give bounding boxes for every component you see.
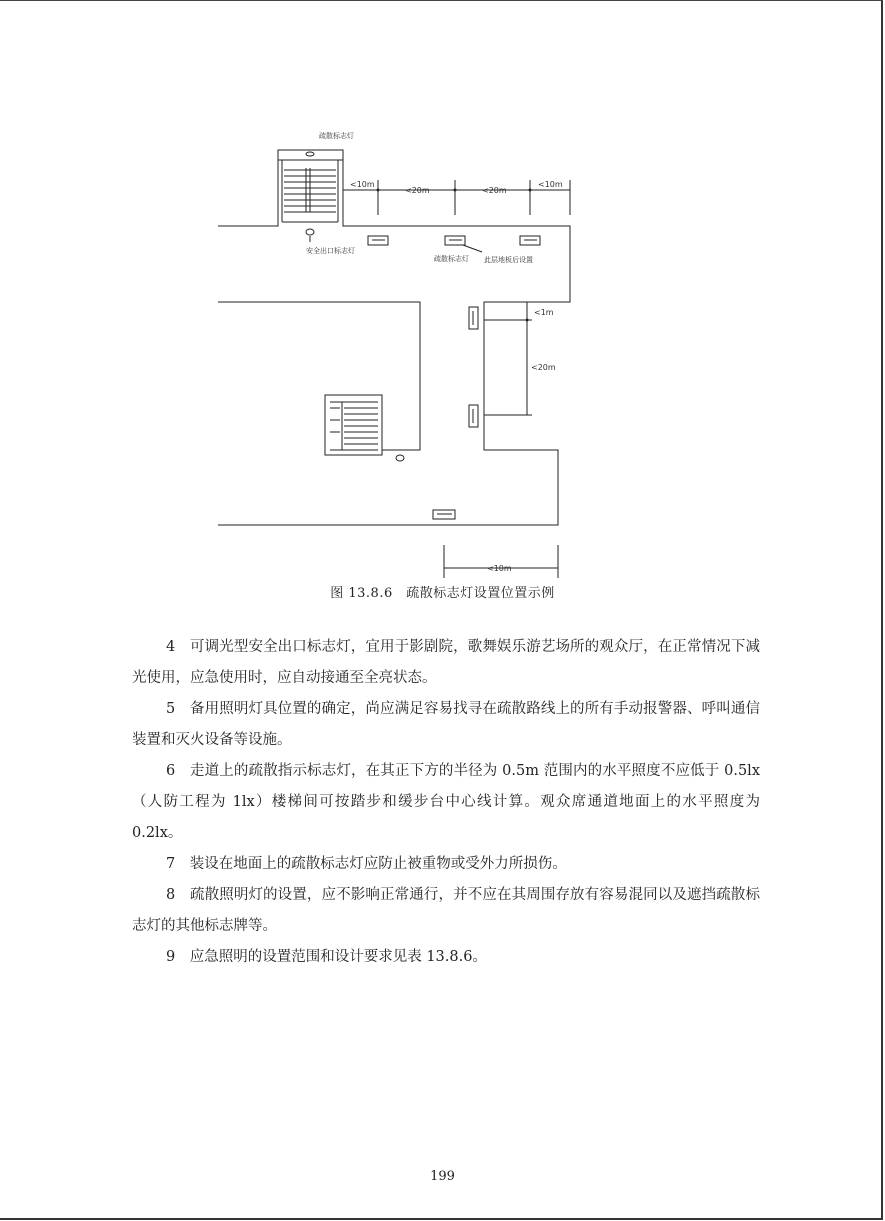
evac-sign-horizontal <box>368 236 540 519</box>
paragraph-6: 6 走道上的疏散指示标志灯，在其正下方的半径为 0.5m 范围内的水平照度不应低于 0.5lx（人防工程为 1lx）楼梯间可按踏步和缓步台中心线计算。观众席通道地面上的水平照度为 0.2lx。 <box>132 763 760 841</box>
stair-bottom <box>325 395 382 455</box>
label-evac-sign-mid: 疏散标志灯 <box>434 255 469 263</box>
corridor-wall-outer <box>218 150 570 525</box>
paragraph-9: 9 应急照明的设置范围和设计要求见表 13.8.6。 <box>166 949 487 965</box>
dim-label-10m-b: <10m <box>538 180 563 189</box>
dim-label-20m-a: <20m <box>405 186 430 195</box>
exit-sign-fixture <box>306 229 314 235</box>
dim-label-10m-c: <10m <box>487 564 512 573</box>
page-number: 199 <box>430 1169 455 1184</box>
evacuation-sign-layout-diagram <box>0 0 885 600</box>
dim-label-1m: <1m <box>534 308 554 317</box>
dim-label-10m-a: <10m <box>350 180 375 189</box>
label-exit-sign: 安全出口标志灯 <box>306 247 355 255</box>
figure-caption: 图 13.8.6 疏散标志灯设置位置示例 <box>330 586 555 601</box>
evac-sign-fixture-top <box>306 152 314 156</box>
dimension-line-top <box>343 180 570 215</box>
paragraph-4: 4 可调光型安全出口标志灯，宜用于影剧院，歌舞娱乐游艺场所的观众厅，在正常情况下减光使用，应急使用时，应自动接通至全亮状态。 <box>132 639 760 686</box>
corridor-wall-inner <box>218 302 420 450</box>
exit-sign-fixture-lower <box>396 455 404 461</box>
dimension-line-right <box>484 302 532 415</box>
paragraph-8: 8 疏散照明灯的设置，应不影响正常通行，并不应在其周围存放有容易混同以及遮挡疏散标志灯的其他标志牌等。 <box>132 887 760 934</box>
dim-label-20m-b: <20m <box>482 186 507 195</box>
paragraph-7: 7 装设在地面上的疏散标志灯应防止被重物或受外力所损伤。 <box>166 856 567 872</box>
evac-sign-vertical <box>469 307 478 427</box>
stair-top <box>278 160 343 222</box>
dimension-line-bottom <box>444 545 558 578</box>
label-floor-note: 此层地板后设置 <box>484 256 533 264</box>
dim-label-20m-c: <20m <box>531 363 556 372</box>
paragraph-5: 5 备用照明灯具位置的确定，尚应满足容易找寻在疏散路线上的所有手动报警器、呼叫通信装置和灭火设备等设施。 <box>132 701 760 748</box>
leader-line <box>463 245 482 252</box>
label-evac-sign-top: 疏散标志灯 <box>319 132 354 140</box>
